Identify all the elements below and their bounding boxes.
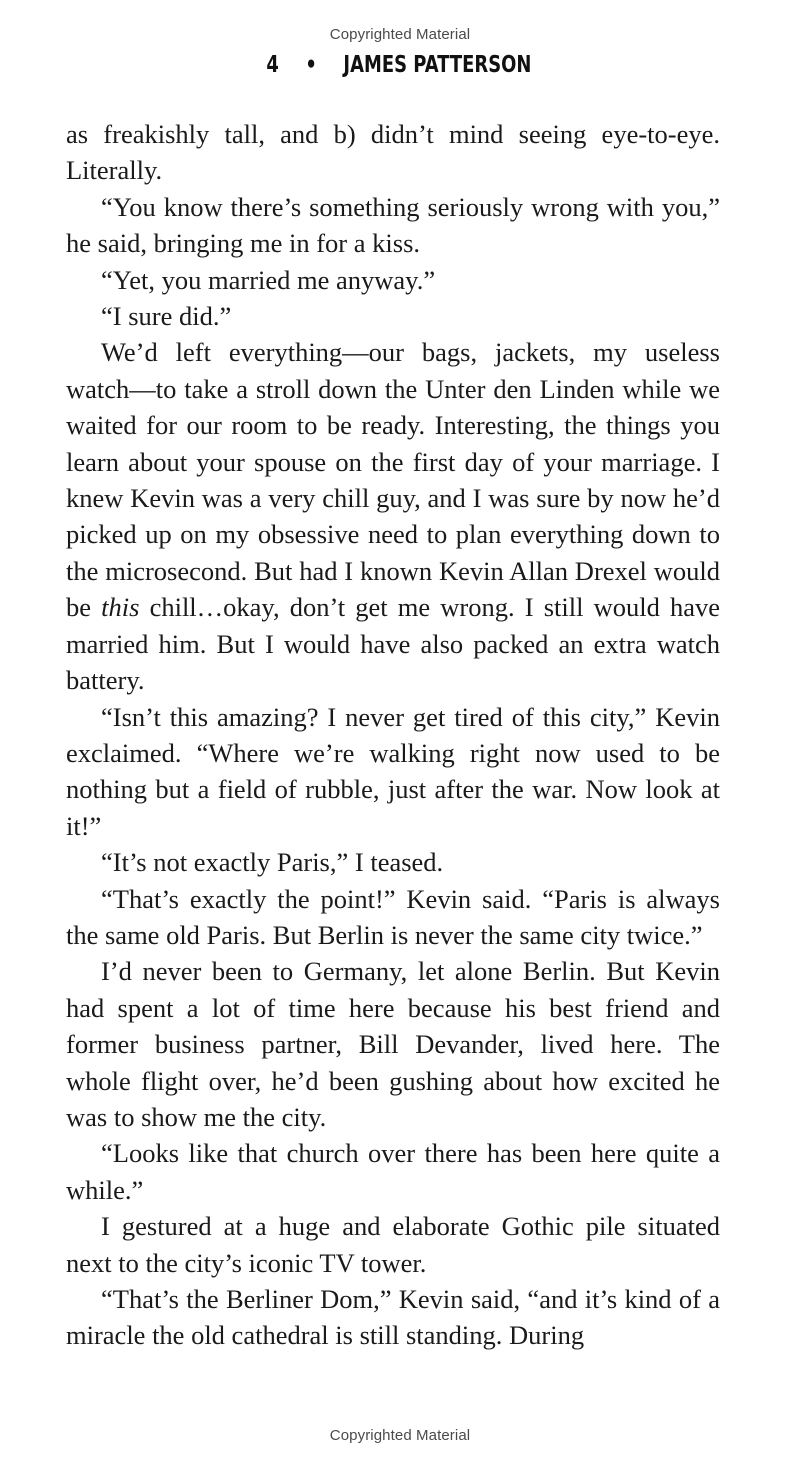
paragraph: “You know there’s something seriously wrong with you,” he said, bringing me in for a kiss. [66, 191, 720, 259]
running-head [87, 52, 711, 78]
paragraph: I’d never been to Germany, let alone Berlin. But Kevin had spent a lot of time here because his best friend and former business partner, Bill Devander, lived here. The whole flight over, he’d been gushing about how excited he was to show me the city. [66, 956, 720, 1132]
author-name: JAMES PATTERSON [343, 52, 532, 78]
paragraph: “It’s not exactly Paris,” I teased. [101, 847, 444, 878]
copyright-watermark-bottom: Copyrighted Material [329, 1427, 471, 1444]
paragraph: “Looks like that church over there has been here quite a while.” [66, 1138, 720, 1205]
header-separator: • [305, 52, 317, 78]
paragraph: “Yet, you married me anyway.” [101, 264, 436, 295]
paragraph [66, 334, 720, 698]
copyright-watermark-top: Copyrighted Material [329, 26, 471, 43]
paragraph: “I sure did.” [101, 301, 232, 332]
paragraph: “Isn’t this amazing? I never get tired of this city,” Kevin exclaimed. “Where we’re walking right now used to be nothing but a field of rubble, just after the war. Now look at it!” [66, 701, 720, 841]
paragraph: I gestured at a huge and elaborate Gothic pile situated next to the city’s iconic TV tower. [66, 1211, 720, 1278]
paragraph-text: chill…okay, don’t get me wrong. I still would have married him. But I would have also packed an extra watch battery. [66, 592, 720, 696]
paragraph: “That’s the Berliner Dom,” Kevin said, “and it’s kind of a miracle the old cathedral is still standing. During [66, 1284, 720, 1351]
page-body-text [66, 116, 720, 1354]
paragraph: as freakishly tall, and b) didn’t mind seeing eye-to-eye. Literally. [66, 119, 720, 186]
paragraph-text: We’d left everything—our bags, jackets, my useless watch—to take a stroll down the Unter den Linden while we waited for our room to be ready. Interesting, the things you learn about your spouse on the first day of your marriage. I knew Kevin was a very chill guy, and I was sure by now he’d picked up on my obsessive need to plan everything down to the microsecond. But had I known Kevin Allan Drexel would be [66, 337, 720, 623]
page-number: 4 [266, 52, 279, 78]
emphasized-word: this [101, 592, 140, 623]
paragraph: “That’s exactly the point!” Kevin said. “Paris is always the same old Paris. But Berlin is never the same city twice.” [66, 883, 720, 950]
